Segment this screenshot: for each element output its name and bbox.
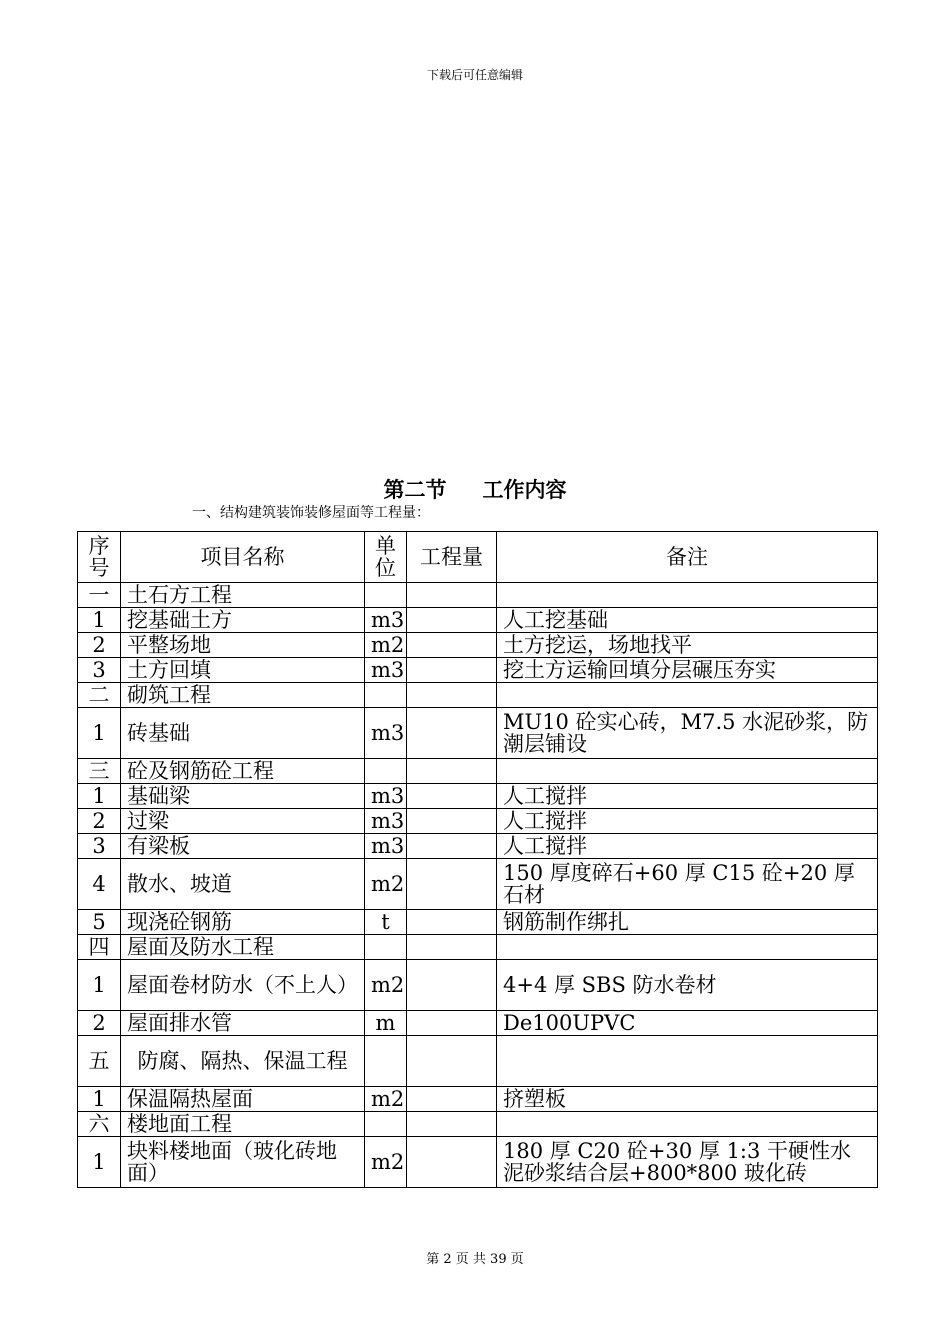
table-row [78, 658, 878, 683]
row-unit [365, 1112, 407, 1137]
row-unit [365, 759, 407, 784]
row-unit [365, 1036, 407, 1087]
row-unit: m2 [365, 1137, 407, 1188]
header-unit: 单位 [365, 532, 407, 583]
row-unit: m2 [365, 1087, 407, 1112]
row-name: 防腐、隔热、保温工程 [121, 1036, 365, 1087]
row-qty [407, 834, 497, 859]
row-name: 土方回填 [121, 658, 365, 683]
row-name: 屋面及防水工程 [121, 935, 365, 960]
row-no: 一 [78, 583, 121, 608]
row-no: 2 [78, 633, 121, 658]
row-no: 二 [78, 683, 121, 708]
header-note: 备注 [497, 532, 878, 583]
row-note: De100UPVC [497, 1011, 878, 1036]
row-note: 150 厚度碎石+60 厚 C15 砼+20 厚石材 [497, 859, 878, 910]
row-qty [407, 1036, 497, 1087]
page-footer: 第 2 页 共 39 页 [426, 1252, 524, 1267]
row-name: 土石方工程 [121, 583, 365, 608]
table-row [78, 583, 878, 608]
row-name: 砼及钢筋砼工程 [121, 759, 365, 784]
row-note: 人工搅拌 [497, 809, 878, 834]
row-name: 砌筑工程 [121, 683, 365, 708]
row-no: 六 [78, 1112, 121, 1137]
row-no: 3 [78, 658, 121, 683]
row-unit: m3 [365, 708, 407, 759]
row-name: 散水、坡道 [121, 859, 365, 910]
row-name: 现浇砼钢筋 [121, 910, 365, 935]
row-no: 2 [78, 809, 121, 834]
row-unit: t [365, 910, 407, 935]
row-qty [407, 1112, 497, 1137]
row-note [497, 1036, 878, 1087]
table-row [78, 1112, 878, 1137]
row-note [497, 759, 878, 784]
row-unit: m3 [365, 608, 407, 633]
table-row [78, 1137, 878, 1188]
row-note: MU10 砼实心砖，M7.5 水泥砂浆，防潮层铺设 [497, 708, 878, 759]
row-name: 过梁 [121, 809, 365, 834]
row-no: 1 [78, 960, 121, 1011]
row-note: 挤塑板 [497, 1087, 878, 1112]
row-qty [407, 608, 497, 633]
row-qty [407, 708, 497, 759]
table-row [78, 683, 878, 708]
row-no: 五 [78, 1036, 121, 1087]
row-no: 1 [78, 708, 121, 759]
table-row [78, 1011, 878, 1036]
row-qty [407, 935, 497, 960]
row-unit [365, 935, 407, 960]
table-row [78, 960, 878, 1011]
row-note: 人工挖基础 [497, 608, 878, 633]
table-row [78, 784, 878, 809]
row-unit: m2 [365, 859, 407, 910]
row-note [497, 583, 878, 608]
table-row [78, 910, 878, 935]
row-no: 4 [78, 859, 121, 910]
row-no: 1 [78, 784, 121, 809]
row-name: 楼地面工程 [121, 1112, 365, 1137]
row-note: 人工搅拌 [497, 834, 878, 859]
row-name: 屋面卷材防水（不上人） [121, 960, 365, 1011]
row-no: 3 [78, 834, 121, 859]
row-qty [407, 658, 497, 683]
row-no: 1 [78, 1137, 121, 1188]
table-row [78, 834, 878, 859]
row-qty [407, 1137, 497, 1188]
row-no: 三 [78, 759, 121, 784]
row-unit: m2 [365, 960, 407, 1011]
row-no: 1 [78, 608, 121, 633]
row-qty [407, 1087, 497, 1112]
table-row [78, 633, 878, 658]
row-no: 2 [78, 1011, 121, 1036]
row-unit [365, 683, 407, 708]
header-name: 项目名称 [121, 532, 365, 583]
row-no: 四 [78, 935, 121, 960]
row-unit: m3 [365, 784, 407, 809]
row-name: 挖基础土方 [121, 608, 365, 633]
row-note [497, 683, 878, 708]
section-number: 第二节 [383, 478, 447, 502]
row-no: 1 [78, 1087, 121, 1112]
header-no: 序号 [78, 532, 121, 583]
row-name: 有梁板 [121, 834, 365, 859]
row-qty [407, 960, 497, 1011]
row-unit: m3 [365, 834, 407, 859]
row-unit: m [365, 1011, 407, 1036]
row-qty [407, 759, 497, 784]
table-row [78, 759, 878, 784]
header-qty: 工程量 [407, 532, 497, 583]
row-note: 挖土方运输回填分层碾压夯实 [497, 658, 878, 683]
row-note: 4+4 厚 SBS 防水卷材 [497, 960, 878, 1011]
row-qty [407, 859, 497, 910]
row-unit: m2 [365, 633, 407, 658]
row-qty [407, 910, 497, 935]
table-header-row [78, 532, 878, 583]
row-qty [407, 784, 497, 809]
table-row [78, 1036, 878, 1087]
table-row [78, 935, 878, 960]
row-note: 180 厚 C20 砼+30 厚 1:3 干硬性水泥砂浆结合层+800*800 玻化砖 [497, 1137, 878, 1188]
header-note: 下载后可任意编辑 [426, 68, 523, 82]
row-name: 砖基础 [121, 708, 365, 759]
row-unit [365, 583, 407, 608]
table-row [78, 859, 878, 910]
section-name: 工作内容 [482, 478, 567, 502]
row-qty [407, 633, 497, 658]
table-row [78, 708, 878, 759]
row-note [497, 935, 878, 960]
row-unit: m3 [365, 658, 407, 683]
row-unit: m3 [365, 809, 407, 834]
row-name: 基础梁 [121, 784, 365, 809]
row-name: 块料楼地面（玻化砖地面） [121, 1137, 365, 1188]
row-note: 钢筋制作绑扎 [497, 910, 878, 935]
section-title [0, 474, 950, 504]
table-row [78, 608, 878, 633]
table-row [78, 1087, 878, 1112]
row-note [497, 1112, 878, 1137]
row-no: 5 [78, 910, 121, 935]
work-items-table [77, 531, 878, 1188]
row-name: 平整场地 [121, 633, 365, 658]
row-note: 人工搅拌 [497, 784, 878, 809]
subtitle: 一、结构建筑装饰装修屋面等工程量： [192, 505, 430, 521]
row-qty [407, 1011, 497, 1036]
row-qty [407, 809, 497, 834]
row-qty [407, 683, 497, 708]
table-row [78, 809, 878, 834]
row-name: 保温隔热屋面 [121, 1087, 365, 1112]
row-note: 土方挖运，场地找平 [497, 633, 878, 658]
row-qty [407, 583, 497, 608]
row-name: 屋面排水管 [121, 1011, 365, 1036]
